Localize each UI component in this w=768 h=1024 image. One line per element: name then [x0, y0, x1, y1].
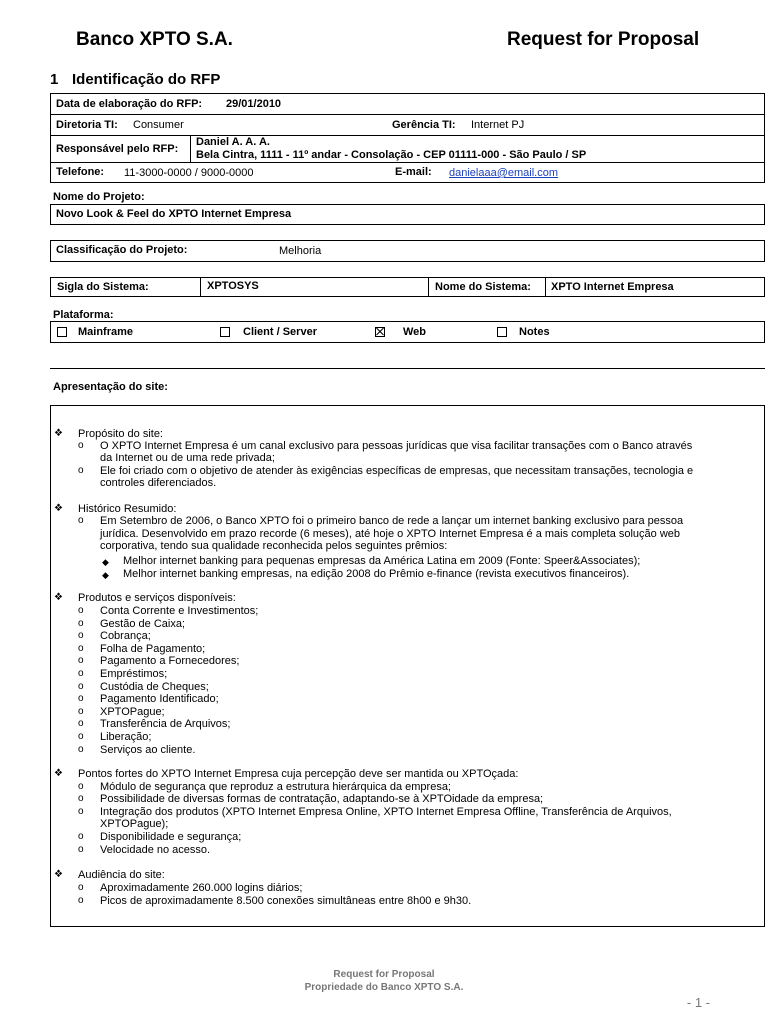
notes-checkbox[interactable] [497, 327, 507, 337]
sigla-value: XPTOSYS [207, 280, 259, 292]
web-checkbox[interactable] [375, 327, 385, 337]
list-item: O XPTO Internet Empresa é um canal exclusivo para pessoas jurídicas que visa facilitar transações com o Banco através [100, 440, 693, 452]
section-number: 1 [50, 71, 59, 88]
circle-bullet-icon: o [78, 655, 84, 666]
projeto-value: Novo Look & Feel do XPTO Internet Empresa [56, 208, 292, 220]
plataforma-label: Plataforma: [53, 309, 114, 321]
web-label: Web [403, 326, 427, 338]
list-item: Pagamento a Fornecedores; [100, 655, 240, 667]
circle-bullet-icon: o [78, 605, 84, 616]
circle-bullet-icon: o [78, 668, 84, 679]
diamond-bullet-icon: ❖ [54, 768, 63, 779]
list-item: XPTOPague; [100, 706, 165, 718]
page-number: - 1 - [686, 995, 710, 1010]
list-item: Pagamento Identificado; [100, 693, 219, 705]
footer-owner: Propriedade do Banco XPTO S.A. [304, 982, 464, 993]
circle-bullet-icon: o [78, 806, 84, 817]
list-item: Aproximadamente 260.000 logins diários; [100, 882, 303, 894]
mainframe-label: Mainframe [78, 326, 134, 338]
section-title: Identificação do RFP [72, 71, 221, 88]
circle-bullet-icon: o [78, 895, 84, 906]
circle-bullet-icon: o [78, 793, 84, 804]
responsavel-address: Bela Cintra, 1111 - 11º andar - Consolação - CEP 01111-000 - São Paulo / SP [196, 149, 587, 161]
nome-sistema-label: Nome do Sistema: [435, 281, 531, 293]
circle-bullet-icon: o [78, 630, 84, 641]
list-item: Histórico Resumido: [78, 503, 177, 515]
list-item: Transferência de Arquivos; [100, 718, 231, 730]
circle-bullet-icon: o [78, 681, 84, 692]
circle-bullet-icon: o [78, 781, 84, 792]
list-item: Liberação; [100, 731, 152, 743]
circle-bullet-icon: o [78, 731, 84, 742]
notes-label: Notes [519, 326, 550, 338]
nome-sistema-value: XPTO Internet Empresa [551, 281, 674, 293]
list-item: Propósito do site: [78, 428, 163, 440]
telefone-label: Telefone: [56, 166, 105, 178]
circle-bullet-icon: o [78, 643, 84, 654]
circle-bullet-icon: o [78, 744, 84, 755]
telefone-value: 11-3000-0000 / 9000-0000 [124, 167, 254, 179]
client-server-checkbox[interactable] [220, 327, 230, 337]
list-item: corporativa, tendo sua qualidade reconhecida pelos seguintes prêmios: [100, 540, 448, 552]
list-item: Melhor internet banking para pequenas empresas da América Latina em 2009 (Fonte: Speer&Associates); [123, 555, 641, 567]
list-item: Disponibilidade e segurança; [100, 831, 242, 843]
list-item: Produtos e serviços disponíveis: [78, 592, 236, 604]
client-server-label: Client / Server [243, 326, 317, 338]
diretoria-value: Consumer [133, 119, 184, 131]
list-item: XPTOPague); [100, 818, 169, 830]
gerencia-value: Internet PJ [471, 119, 525, 131]
gerencia-label: Gerência TI: [392, 119, 456, 131]
email-label: E-mail: [395, 166, 432, 178]
list-item: Folha de Pagamento; [100, 643, 206, 655]
list-item: jurídica. Desenvolvido em prazo recorde (6 meses), até hoje o XPTO Internet Empresa é a mais completa solução web [100, 528, 681, 540]
circle-bullet-icon: o [78, 882, 84, 893]
list-item: Integração dos produtos (XPTO Internet Empresa Online, XPTO Internet Empresa Offline, Transferência de Arquivos, [100, 806, 672, 818]
list-item: Custódia de Cheques; [100, 681, 209, 693]
footer-title: Request for Proposal [333, 969, 435, 980]
list-item: Audiência do site: [78, 869, 165, 881]
diamond-bullet-icon: ❖ [54, 592, 63, 603]
diamond-small-icon: ◆ [102, 570, 109, 580]
classificacao-value: Melhoria [279, 245, 322, 257]
list-item: controles diferenciados. [100, 477, 217, 489]
list-item: da Internet ou de uma rede privada; [100, 452, 275, 464]
list-item: Possibilidade de diversas formas de contratação, adaptando-se à XPTOidade da empresa; [100, 793, 544, 805]
circle-bullet-icon: o [78, 693, 84, 704]
mainframe-checkbox[interactable] [57, 327, 67, 337]
sigla-label: Sigla do Sistema: [57, 281, 149, 293]
diamond-bullet-icon: ❖ [54, 503, 63, 514]
list-item: Picos de aproximadamente 8.500 conexões simultâneas entre 8h00 e 9h30. [100, 895, 472, 907]
list-item: Velocidade no acesso. [100, 844, 211, 856]
section-heading [50, 71, 220, 88]
diamond-bullet-icon: ❖ [54, 428, 63, 439]
list-item: Módulo de segurança que reproduz a estrutura hierárquica da empresa; [100, 781, 451, 793]
bank-name: Banco XPTO S.A. [76, 29, 233, 50]
divider [50, 368, 765, 369]
list-item: Cobrança; [100, 630, 151, 642]
classificacao-label: Classificação do Projeto: [56, 244, 188, 256]
responsavel-label: Responsável pelo RFP: [56, 143, 179, 155]
projeto-label: Nome do Projeto: [53, 191, 145, 203]
circle-bullet-icon: o [78, 706, 84, 717]
diamond-bullet-icon: ❖ [54, 869, 63, 880]
list-item: Conta Corrente e Investimentos; [100, 605, 259, 617]
circle-bullet-icon: o [78, 465, 84, 476]
date-label: Data de elaboração do RFP: [56, 98, 203, 110]
diretoria-label: Diretoria TI: [56, 119, 118, 131]
email-link[interactable]: danielaaa@email.com [449, 167, 559, 179]
list-item: Gestão de Caixa; [100, 618, 185, 630]
date-value: 29/01/2010 [226, 98, 282, 110]
list-item: Ele foi criado com o objetivo de atender às exigências específicas de empresas, que necessitam transações, tecnologia e [100, 465, 694, 477]
circle-bullet-icon: o [78, 844, 84, 855]
list-item: Pontos fortes do XPTO Internet Empresa cuja percepção deve ser mantida ou XPTOçada: [78, 768, 519, 780]
list-item: Em Setembro de 2006, o Banco XPTO foi o primeiro banco de rede a lançar um internet banking exclusivo para pessoa [100, 515, 684, 527]
list-item: Serviços ao cliente. [100, 744, 196, 756]
diamond-small-icon: ◆ [102, 557, 109, 567]
circle-bullet-icon: o [78, 440, 84, 451]
circle-bullet-icon: o [78, 618, 84, 629]
circle-bullet-icon: o [78, 831, 84, 842]
document-title: Request for Proposal [507, 29, 700, 50]
list-item: Melhor internet banking empresas, na edição 2008 do Prêmio e-finance (revista executivos financeiros). [123, 568, 630, 580]
responsavel-name: Daniel A. A. A. [196, 136, 270, 148]
list-item: Empréstimos; [100, 668, 168, 680]
apresentacao-label: Apresentação do site: [53, 381, 168, 393]
circle-bullet-icon: o [78, 718, 84, 729]
circle-bullet-icon: o [78, 515, 84, 526]
